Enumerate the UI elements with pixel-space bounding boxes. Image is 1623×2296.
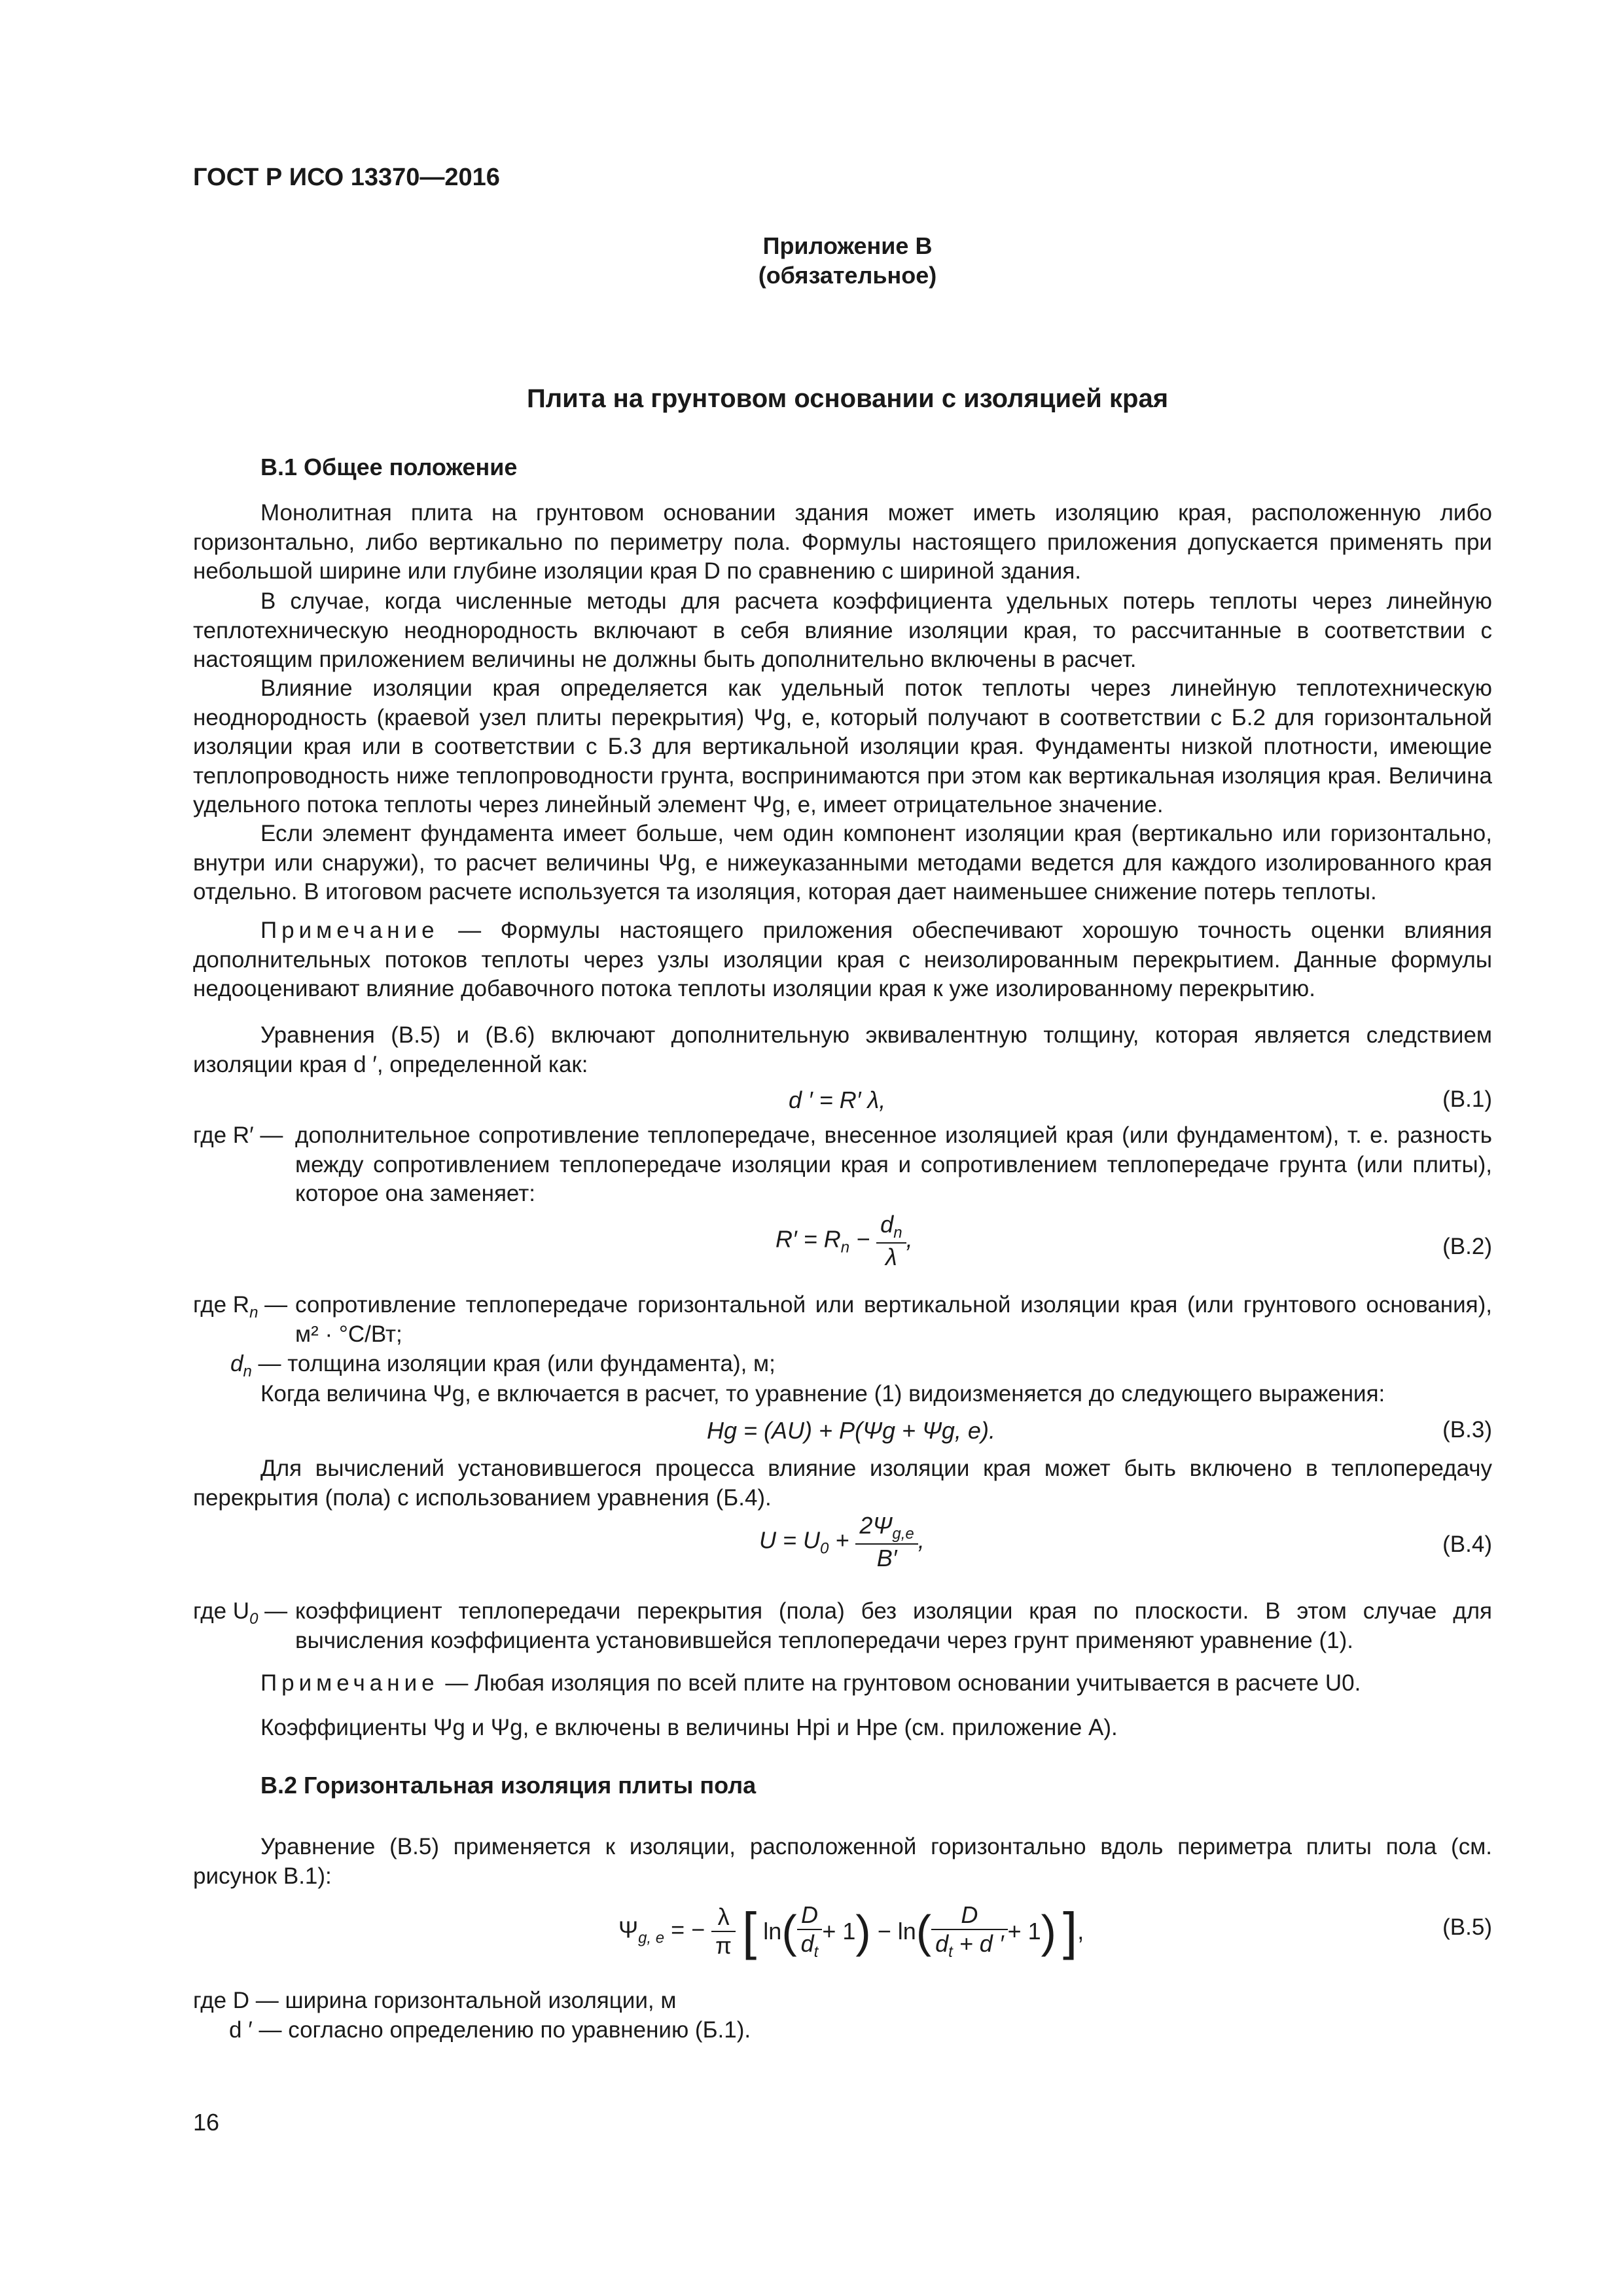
u0-dash: — — [258, 1598, 288, 1624]
eq2-numerator-sub: n — [893, 1224, 902, 1242]
paragraph-5: Уравнения (В.5) и (В.6) включают дополнительную эквивалентную толщину, которая является следствием изоляции края d ′, определенной как: — [193, 1022, 1492, 1077]
eq2-denominator: λ — [885, 1244, 897, 1270]
u0-sub: 0 — [249, 1610, 259, 1628]
eq2-left: R′ = R — [776, 1225, 841, 1253]
annex-heading: Плита на грунтовом основании с изоляцией края — [526, 384, 1169, 413]
equation-b2 — [776, 1211, 913, 1271]
u0-label: где U — [193, 1598, 250, 1624]
eq4-numerator: 2Ψ — [859, 1512, 893, 1539]
eq4-numerator-sub: g,e — [892, 1525, 914, 1543]
note-label: Примечание — [260, 1670, 439, 1696]
note-text: — Любая изоляция по всей плите на грунтовом основании учитывается в расчете U0. — [438, 1670, 1361, 1696]
eq5-dt-2: d — [935, 1930, 949, 1957]
eq5-equals: = − — [664, 1916, 712, 1943]
eq4-left: U = U — [759, 1526, 821, 1554]
equation-number-b3: (В.3) — [1442, 1417, 1492, 1443]
eq5-fraction-1 — [797, 1901, 823, 1962]
definition-label — [193, 1597, 287, 1634]
eq5-dt-2-sub: t — [948, 1943, 953, 1961]
eq5-psi: Ψ — [618, 1916, 639, 1943]
definition-d-prime: d ′ — согласно определению по уравнению (Б.1). — [229, 2017, 751, 2043]
eq5-d-prime: + d ′ — [952, 1930, 1004, 1957]
page-number: 16 — [193, 2109, 220, 2136]
annex-title: Приложение В — [762, 232, 933, 259]
eq5-D-1: D — [797, 1901, 823, 1930]
eq5-plus-2: + 1 — [1007, 1918, 1041, 1945]
eq5-paren-open-1: ( — [781, 1906, 797, 1957]
rn-sub: n — [249, 1304, 259, 1321]
annex-status: (обязательное) — [758, 262, 937, 289]
note-2 — [193, 1669, 1492, 1698]
definition-u0 — [193, 1597, 1492, 1653]
section-heading-b1: В.1 Общее положение — [260, 454, 518, 480]
eq5-dt-1-sub: t — [813, 1943, 819, 1961]
definition-D: где D — ширина горизонтальной изоляции, м — [193, 1988, 677, 2013]
note-text: — Формулы настоящего приложения обеспечивают хорошую точность оценки влияния дополнительных потоков теплоты через узлы изоляции края с неизолированным перекрытием. Данные формулы недооценивают влияние добавочного потока теплоты изоляции края к уже изолированному перекрытию. — [193, 918, 1492, 1001]
note-1 — [193, 916, 1492, 1004]
eq5-dt-1: d — [800, 1930, 814, 1957]
paragraph-3: Влияние изоляции края определяется как удельный поток теплоты через линейную теплотехническую неоднородность (краевой узел плиты перекрытия) Ψg, e, который получают в соответствии с Б.2 для горизонтальной изоляции края или в соответствии с Б.3 для вертикальной изоляции края. Фундаменты низкой плотности, имеющие теплопроводность ниже теплопроводности грунта, воспринимаются при этом как вертикальная изоляция края. Величина удельного потока теплоты через линейный элемент Ψg, e, имеет отрицательное значение. — [193, 675, 1492, 817]
paragraph-6: Когда величина Ψg, e включается в расчет, то уравнение (1) видоизменяется до следующего выражения: — [260, 1381, 1385, 1407]
equation-number-b4: (В.4) — [1442, 1532, 1492, 1557]
eq4-plus: + — [829, 1526, 856, 1554]
equation-b3: Hg = (AU) + P(Ψg + Ψg, e). — [707, 1417, 995, 1444]
rn-label: где R — [193, 1292, 250, 1318]
note-label: Примечание — [260, 918, 439, 943]
eq5-D-2: D — [931, 1901, 1008, 1930]
eq5-ln-2: ln — [897, 1918, 916, 1945]
definition-text: коэффициент теплопередачи перекрытия (пола) без изоляции края по плоскости. В этом случае для вычисления коэффициента установившейся теплопередачи через грунт применяют уравнение (1). — [295, 1598, 1492, 1653]
eq2-minus: − — [849, 1225, 877, 1253]
definition-r-prime — [193, 1121, 1492, 1206]
dn-text: — толщина изоляции края (или фундамента), м; — [251, 1351, 776, 1376]
definition-text: сопротивление теплопередаче горизонтальной или вертикальной изоляции края (или грунтового основания), м² · °С/Вт; — [295, 1292, 1492, 1347]
equation-number-b1: (В.1) — [1442, 1086, 1492, 1112]
paragraph-1: Монолитная плита на грунтовом основании здания может иметь изоляцию края, расположенную либо горизонтально, либо вертикально по периметру пола. Формулы настоящего приложения допускается применять при небольшой ширине или глубине изоляции края D по сравнению с шириной здания. — [193, 500, 1492, 584]
paragraph-9: Уравнение (В.5) применяется к изоляции, расположенной горизонтально вдоль периметра плиты пола (см. рисунок В.1): — [193, 1834, 1492, 1889]
definition-rn — [193, 1291, 1492, 1347]
dn-label: d — [230, 1351, 243, 1376]
eq2-sub: n — [840, 1238, 850, 1257]
eq4-sub: 0 — [820, 1539, 829, 1558]
eq5-paren-open-2: ( — [916, 1906, 932, 1957]
eq5-lambda: λ — [711, 1903, 736, 1932]
eq5-lambda-pi — [711, 1903, 736, 1960]
document-code: ГОСТ Р ИСО 13370—2016 — [193, 164, 500, 191]
eq5-bracket-open: [ — [742, 1902, 757, 1960]
eq5-minus: − — [870, 1918, 898, 1945]
equation-b4 — [759, 1512, 925, 1572]
rn-dash: — — [258, 1292, 288, 1318]
eq4-fraction — [855, 1512, 918, 1572]
definition-label: где R′ — — [193, 1122, 283, 1148]
eq2-comma: , — [906, 1225, 913, 1253]
eq5-pi: π — [715, 1932, 732, 1959]
equation-number-b2: (В.2) — [1442, 1234, 1492, 1259]
eq4-comma: , — [918, 1526, 925, 1554]
section-heading-b2: В.2 Горизонтальная изоляция плиты пола — [260, 1772, 757, 1799]
eq5-psi-sub: g, e — [638, 1929, 665, 1947]
paragraph-4: Если элемент фундамента имеет больше, чем один компонент изоляции края (вертикально или горизонтально, внутри или снаружи), то расчет величины Ψg, e нижеуказанными методами ведется для каждого изолированного края отдельно. В итоговом расчете используется та изоляция, которая дает наименьшее снижение потерь теплоты. — [193, 821, 1492, 905]
equation-b5 — [618, 1901, 1084, 1962]
paragraph-7: Для вычислений установившегося процесса влияние изоляции края может быть включено в теплопередачу перекрытия (пола) с использованием уравнения (Б.4). — [193, 1456, 1492, 1511]
paragraph-8: Коэффициенты Ψg и Ψg, e включены в величины Hpi и Hpe (см. приложение А). — [260, 1715, 1118, 1740]
dn-sub: n — [243, 1363, 252, 1380]
eq5-plus-1: + 1 — [822, 1918, 856, 1945]
eq5-comma: , — [1077, 1918, 1084, 1945]
eq5-paren-close-2: ) — [1041, 1906, 1056, 1957]
eq5-fraction-2 — [931, 1901, 1008, 1962]
eq4-denominator: B′ — [876, 1545, 897, 1571]
eq5-ln-1: ln — [763, 1918, 782, 1945]
paragraph-2: В случае, когда численные методы для расчета коэффициента удельных потерь теплоты через линейную теплотехническую неоднородность включают в себя влияние изоляции края, то рассчитанные в соответствии с настоящим приложением величины не должны быть дополнительно включены в расчет. — [193, 588, 1492, 672]
equation-number-b5: (В.5) — [1442, 1914, 1492, 1940]
equation-b1: d ′ = R′ λ, — [789, 1086, 886, 1113]
definition-text: дополнительное сопротивление теплопередаче, внесенное изоляцией края (или фундаментом), т. е. разность между сопротивлением теплопередаче изоляции края и сопротивлением теплопередаче грунта (или плиты), которое она заменяет: — [295, 1122, 1492, 1206]
eq2-fraction — [876, 1211, 906, 1271]
eq5-bracket-close: ] — [1062, 1902, 1078, 1960]
eq2-numerator: d — [880, 1211, 894, 1238]
definition-label — [193, 1291, 287, 1328]
eq5-paren-close-1: ) — [855, 1906, 871, 1957]
